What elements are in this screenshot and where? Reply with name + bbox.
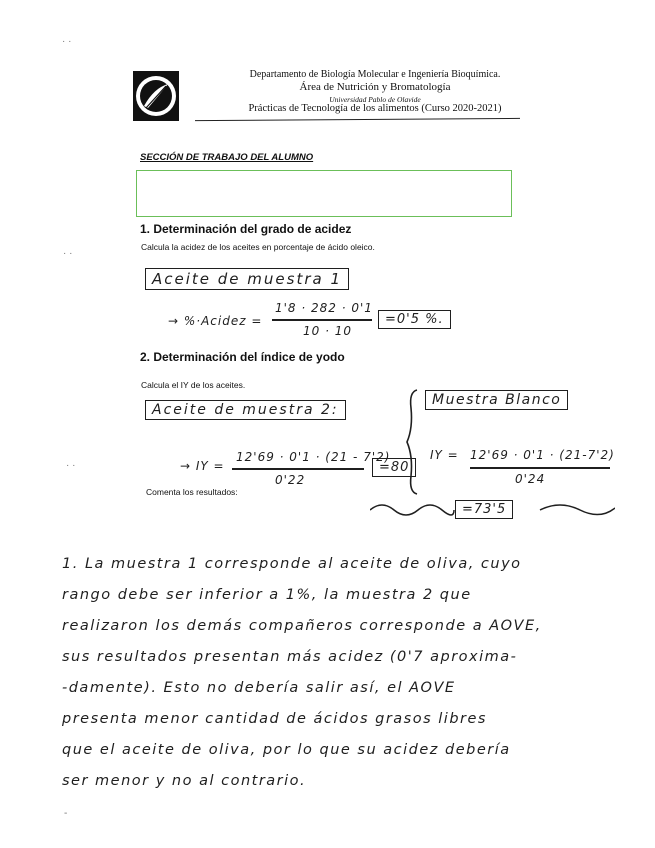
scan-speckle: · · — [62, 36, 72, 47]
course-line: Prácticas de Tecnología de los alimentos (Curso 2020-2021) — [248, 103, 502, 114]
department-line: Departamento de Biología Molecular e Ingeniería Bioquímica. — [249, 69, 501, 80]
university-logo — [132, 70, 180, 122]
iodine-result-blank: =73'5 — [455, 500, 513, 519]
fraction-bar — [272, 319, 372, 321]
blank-sample-label: Muestra Blanco — [425, 390, 568, 410]
scan-speckle: · · — [63, 248, 73, 259]
question-1-title: 1. Determinación del grado de acidez — [140, 222, 352, 236]
comment-line: realizaron los demás compañeros corresponde a AOVE, — [62, 618, 542, 634]
blank-formula-numerator: 12'69 · 0'1 · (21-7'2) — [470, 448, 615, 462]
comment-line: rango debe ser inferior a 1%, la muestra 2 que — [62, 587, 472, 603]
acidity-formula-numerator: 1'8 · 282 · 0'1 — [275, 301, 373, 315]
brace-divider — [405, 388, 419, 496]
handwritten-comment — [62, 556, 622, 804]
wavy-divider — [370, 492, 615, 522]
sample-1-label: Aceite de muestra 1 — [145, 268, 349, 290]
blank-formula-denominator: 0'24 — [515, 472, 546, 486]
comment-line: ser menor y no al contrario. — [62, 773, 307, 789]
section-title: SECCIÓN DE TRABAJO DEL ALUMNO — [140, 152, 314, 163]
header-rule — [195, 118, 520, 121]
comment-prompt: Comenta los resultados: — [146, 487, 238, 497]
acidity-formula-denominator: 10 · 10 — [303, 324, 352, 338]
comment-line: presenta menor cantidad de ácidos grasos libres — [62, 711, 487, 727]
question-1-text: Calcula la acidez de los aceites en porcentaje de ácido oleico. — [141, 242, 375, 252]
scan-speckle: - — [64, 808, 68, 819]
student-answer-box — [136, 170, 512, 217]
scan-speckle: · · — [66, 460, 76, 471]
question-2-title: 2. Determinación del índice de yodo — [140, 350, 345, 364]
acidity-formula-lhs: → %·Acidez = — [168, 314, 263, 328]
question-2-text: Calcula el IY de los aceites. — [141, 380, 246, 390]
iodine-formula-lhs: → IY = — [180, 459, 225, 473]
iodine-formula-denominator: 0'22 — [275, 473, 306, 487]
university-line: Universidad Pablo de Olavide — [329, 95, 421, 104]
iodine-result-sample-2: =80 — [372, 458, 416, 477]
acidity-result: =0'5 %. — [378, 310, 451, 329]
fraction-bar — [470, 467, 610, 469]
iodine-formula-numerator: 12'69 · 0'1 · (21 - 7'2) — [236, 450, 391, 464]
fraction-bar — [232, 468, 364, 470]
area-line: Área de Nutrición y Bromatología — [299, 81, 451, 93]
sample-2-label: Aceite de muestra 2: — [145, 400, 346, 420]
comment-line: 1. La muestra 1 corresponde al aceite de oliva, cuyo — [62, 556, 522, 572]
comment-line: que el aceite de oliva, por lo que su acidez debería — [62, 742, 511, 758]
comment-line: sus resultados presentan más acidez (0'7 aproxima- — [62, 649, 518, 665]
blank-formula-lhs: IY = — [430, 448, 459, 462]
comment-line: -damente). Esto no debería salir así, el AOVE — [62, 680, 456, 696]
